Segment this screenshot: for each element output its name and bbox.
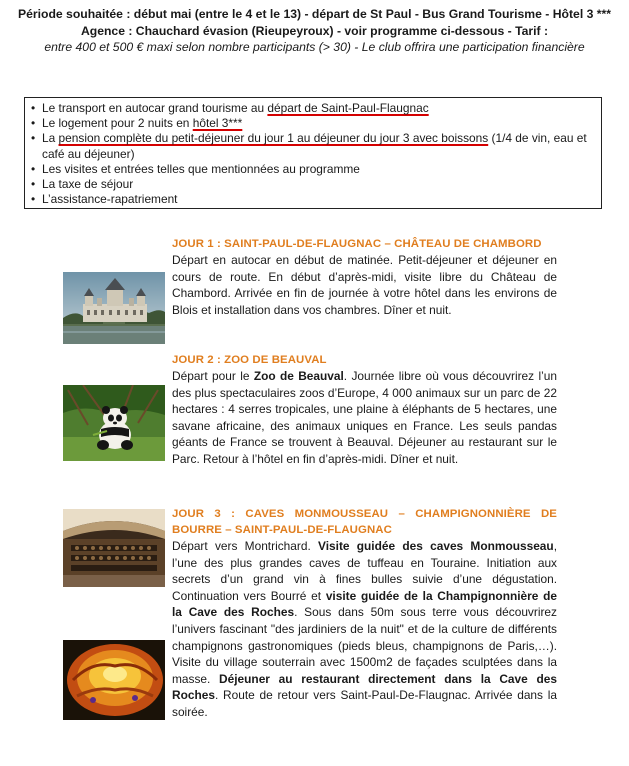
wine-cave-photo [63, 509, 165, 587]
day3-text: Départ vers Montrichard. Visite guidée des caves Monmousseau, l’une des plus grandes caves de tuffeau en Touraine. Initiation aux secrets d’un grand vin à fines bulles suivie d’une dégustation. Continuation vers Bourré et visite guidée de la Champignonnière de la Cave des Roches. Sous dans 50m sous terre vous découvrirez l’univers fascinant "des jardiniers de la nuit" et de la culture de différents champignons gastronomiques (pieds bleus, champignons de Paris,…). Visite du village souterrain avec 1500m2 de façades sculptées dans la masse. Déjeuner au restaurant directement dans la Cave des Roches. Route de retour vers Saint-Paul-De-Flaugnac. Arrivée dans la soirée. [172, 539, 557, 719]
included-box [24, 97, 602, 209]
price-line: entre 400 et 500 € maxi selon nombre participants (> 30) - Le club offrira une participation financière [44, 40, 585, 54]
day1-text: Départ en autocar en début de matinée. Petit-déjeuner et déjeuner en cours de route. En début d’après-midi, visite libre du Château de Chambord. Arrivée en fin de journée à votre hôtel dans les environs de Blois et installation dans vos chambres. Dîner et nuit. [172, 253, 557, 317]
day2-title: JOUR 2 : ZOO DE BEAUVAL [172, 354, 327, 366]
list-item: • La taxe de séjour [31, 177, 595, 192]
trip-header [0, 6, 629, 56]
mushroom-cave-photo [63, 640, 165, 720]
day3-title: JOUR 3 : CAVES MONMOUSSEAU – CHAMPIGNONNIÈRE DE BOURRE – SAINT-PAUL-DE-FLAUGNAC [172, 508, 557, 536]
list-item: • L’assistance-rapatriement [31, 192, 595, 207]
agency-line: Agence : Chauchard évasion (Rieupeyroux) - voir programme ci-dessous - Tarif : [80, 23, 549, 38]
chambord-castle-photo [63, 272, 165, 344]
day1-section [172, 236, 557, 318]
day2-text: Départ pour le Zoo de Beauval. Journée libre où vous découvrirez l’un des plus spectaculaires zoos d’Europe, 4 000 animaux sur un parc de 22 hectares : 4 serres tropicales, une plaine à éléphants de 5 hectares, une savane africaine, des animaux uniques en France. Les seuls pandas géants de France se trouvent à Beauval. Déjeuner au restaurant sur le Parc. Retour à l’hôtel en fin d’après-midi. Dîner et nuit. [172, 369, 557, 466]
period-line: Période souhaitée : début mai (entre le 4 et le 13) - départ de St Paul - Bus Grand Tourisme - Hôtel 3 *** [17, 7, 612, 21]
day3-section [172, 506, 557, 721]
list-item: • Le logement pour 2 nuits en hôtel 3*** [31, 116, 595, 131]
list-item: • Les visites et entrées telles que mentionnées au programme [31, 162, 595, 177]
list-item: • La pension complète du petit-déjeuner du jour 1 au déjeuner du jour 3 avec boissons (1/4 de vin, eau et café au déjeuner) [31, 131, 595, 161]
list-item: • Le transport en autocar grand tourisme au départ de Saint-Paul-Flaugnac [31, 101, 595, 116]
panda-zoo-photo [63, 385, 165, 461]
day2-section [172, 352, 557, 468]
included-list [31, 101, 595, 207]
day1-title: JOUR 1 : SAINT-PAUL-DE-FLAUGNAC – CHÂTEAU DE CHAMBORD [172, 238, 542, 250]
